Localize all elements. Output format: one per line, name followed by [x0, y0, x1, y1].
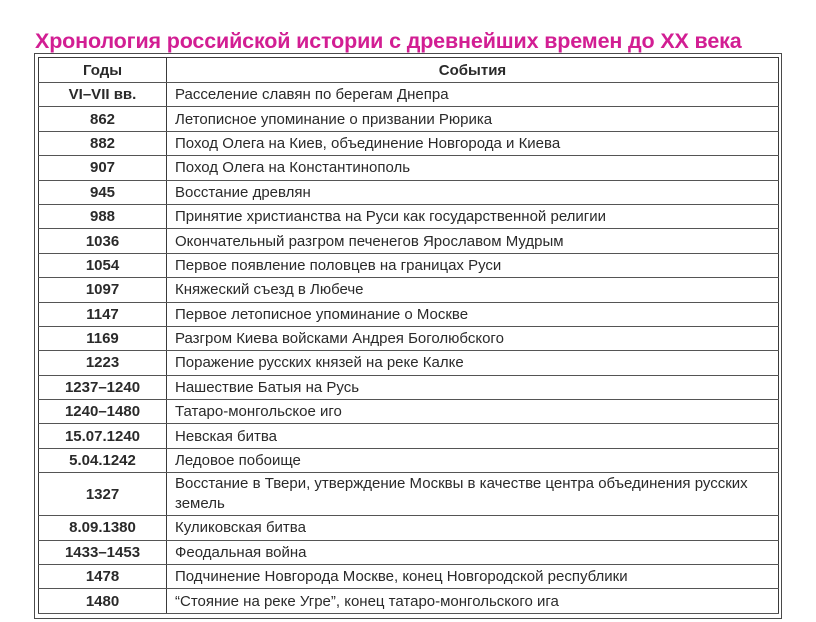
- year-cell: 1478: [39, 565, 167, 589]
- event-cell: Поход Олега на Киев, объединение Новгорода и Киева: [167, 131, 779, 155]
- year-cell: 1327: [39, 473, 167, 516]
- table-row: [39, 253, 779, 277]
- year-cell: 1240–1480: [39, 400, 167, 424]
- table-row: [39, 448, 779, 472]
- year-cell: 15.07.1240: [39, 424, 167, 448]
- year-cell: 1054: [39, 253, 167, 277]
- year-cell: 1223: [39, 351, 167, 375]
- table-row: [39, 83, 779, 107]
- event-cell: Невская битва: [167, 424, 779, 448]
- table-row: [39, 204, 779, 228]
- table-row: [39, 278, 779, 302]
- year-cell: 1237–1240: [39, 375, 167, 399]
- year-cell: 945: [39, 180, 167, 204]
- event-cell: “Стояние на реке Угре”, конец татаро-монгольского ига: [167, 589, 779, 613]
- event-cell: Первое летописное упоминание о Москве: [167, 302, 779, 326]
- year-cell: 1169: [39, 326, 167, 350]
- table-row: [39, 351, 779, 375]
- year-cell: 5.04.1242: [39, 448, 167, 472]
- event-cell: Татаро-монгольское иго: [167, 400, 779, 424]
- event-cell: Ледовое побоище: [167, 448, 779, 472]
- table-row: [39, 229, 779, 253]
- table-row: [39, 156, 779, 180]
- year-cell: 1036: [39, 229, 167, 253]
- table-row: [39, 375, 779, 399]
- event-cell: Восстание в Твери, утверждение Москвы в качестве центра объединения русских земель: [167, 473, 779, 516]
- year-cell: 907: [39, 156, 167, 180]
- table-row: [39, 540, 779, 564]
- table-row: [39, 326, 779, 350]
- table-row: [39, 473, 779, 516]
- header-events: События: [167, 58, 779, 83]
- event-cell: Поражение русских князей на реке Калке: [167, 351, 779, 375]
- year-cell: 862: [39, 107, 167, 131]
- event-cell: Поход Олега на Константинополь: [167, 156, 779, 180]
- year-cell: 1147: [39, 302, 167, 326]
- year-cell: 988: [39, 204, 167, 228]
- table-row: [39, 302, 779, 326]
- table-body: [39, 83, 779, 614]
- header-years: Годы: [39, 58, 167, 83]
- table-row: [39, 565, 779, 589]
- table-row: [39, 424, 779, 448]
- year-cell: 1480: [39, 589, 167, 613]
- event-cell: Куликовская битва: [167, 516, 779, 540]
- event-cell: Первое появление половцев на границах Руси: [167, 253, 779, 277]
- event-cell: Принятие христианства на Руси как государственной религии: [167, 204, 779, 228]
- event-cell: Подчинение Новгорода Москве, конец Новгородской республики: [167, 565, 779, 589]
- year-cell: 8.09.1380: [39, 516, 167, 540]
- table-row: [39, 180, 779, 204]
- table-row: [39, 400, 779, 424]
- page-title: Хронология российской истории с древнейших времен до XX века: [35, 29, 742, 53]
- event-cell: Княжеский съезд в Любече: [167, 278, 779, 302]
- table-row: [39, 107, 779, 131]
- year-cell: VI–VII вв.: [39, 83, 167, 107]
- chronology-table: [38, 57, 779, 614]
- event-cell: Восстание древлян: [167, 180, 779, 204]
- event-cell: Нашествие Батыя на Русь: [167, 375, 779, 399]
- event-cell: Расселение славян по берегам Днепра: [167, 83, 779, 107]
- year-cell: 1097: [39, 278, 167, 302]
- table-row: [39, 516, 779, 540]
- year-cell: 1433–1453: [39, 540, 167, 564]
- table-row: [39, 131, 779, 155]
- event-cell: Феодальная война: [167, 540, 779, 564]
- table-header-row: [39, 58, 779, 83]
- event-cell: Окончательный разгром печенегов Ярославом Мудрым: [167, 229, 779, 253]
- year-cell: 882: [39, 131, 167, 155]
- event-cell: Разгром Киева войсками Андрея Боголюбского: [167, 326, 779, 350]
- table-row: [39, 589, 779, 613]
- event-cell: Летописное упоминание о призвании Рюрика: [167, 107, 779, 131]
